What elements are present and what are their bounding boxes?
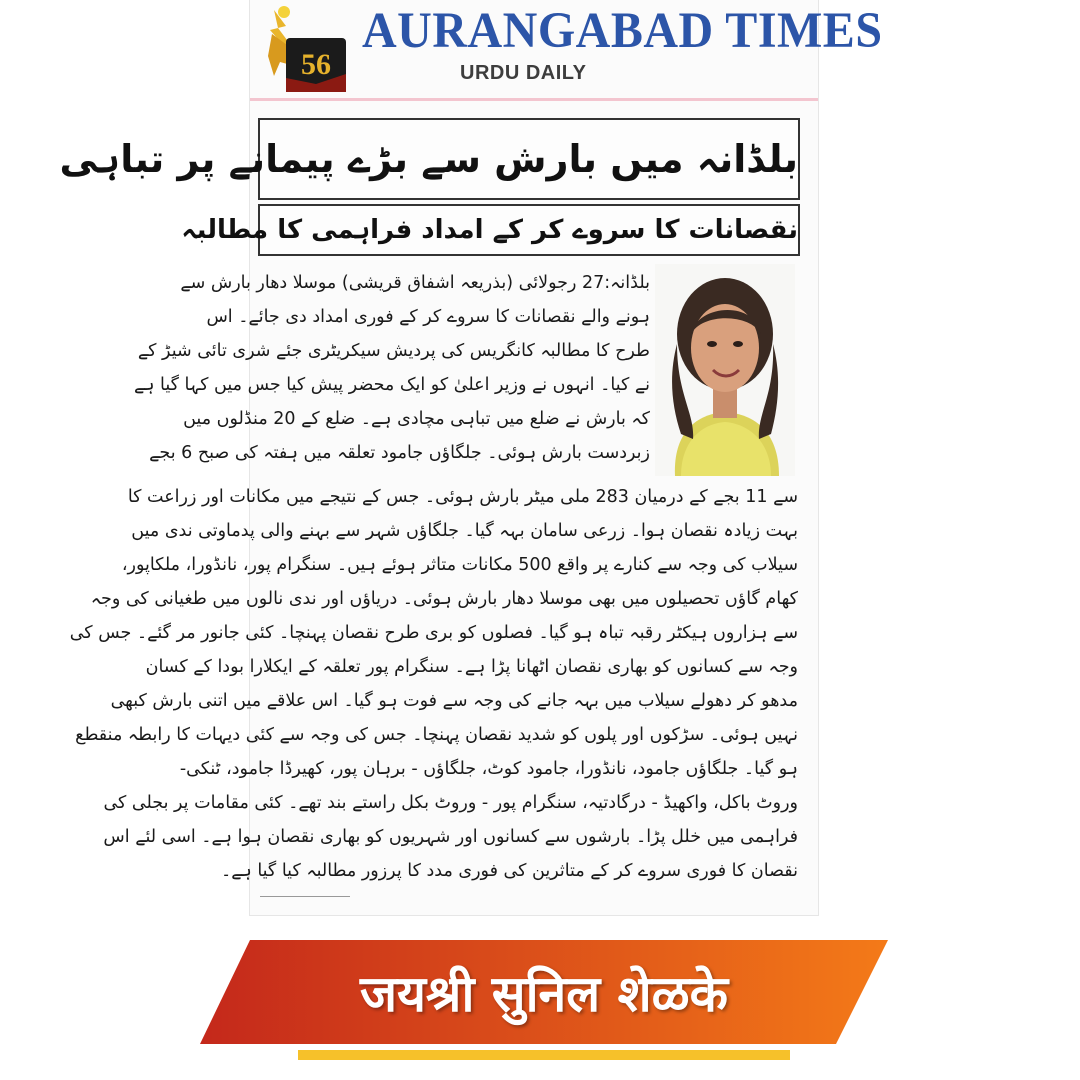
article-line: سے 11 بجے کے درمیان 283 ملی میٹر بارش ہوئی۔ جس کے نتیجے میں مکانات اور زراعت کا	[127, 487, 798, 507]
article-line: سے ہزاروں ہیکٹر رقبہ تباہ ہو گیا۔ فصلوں کو بری طرح نقصان پہنچا۔ کئی جانور مر گئے۔ جس کی	[69, 623, 798, 643]
anniversary-logo-icon	[256, 4, 352, 96]
article-line: ہو گیا۔ جلگاؤں جامود، نانڈورا، جامود کوٹ، جلگاؤں - برہان پور، کھیرڈا جامود، ٹنکی-	[179, 759, 798, 779]
article-line: نے کیا۔ انہوں نے وزیر اعلیٰ کو ایک محضر پیش کیا جس میں کہا گیا ہے	[133, 375, 650, 395]
banner-underline	[298, 1050, 790, 1060]
person-photo	[655, 264, 795, 476]
newspaper-clipping	[59, 0, 883, 915]
newspaper-title: AURANGABAD TIMES	[362, 3, 883, 59]
byline-initials-box	[260, 896, 350, 919]
article-headline: بلڈانہ میں بارش سے بڑے پیمانے پر تباہی	[258, 118, 800, 200]
newspaper-subtitle: URDU DAILY	[460, 62, 587, 84]
article-line: وجہ سے کسانوں کو بھاری نقصان اٹھانا پڑا ہے۔ سنگرام پور تعلقہ کے ایکلارا بودا کے کسان	[145, 657, 798, 677]
article-line: کھام گاؤں تحصیلوں میں بھی موسلا دھار بارش ہوئی۔ دریاؤں اور ندی نالوں میں طغیانی کی وجہ	[90, 589, 798, 609]
person-name-label: जयश्री सुनिल शेळके	[359, 965, 729, 1023]
article-subheadline: نقصانات کا سروے کر کے امداد فراہمی کا مطالبہ	[258, 204, 800, 256]
article-line: بلڈانہ:27 رجولائی (بذریعہ اشفاق قریشی) موسلا دھار بارش سے	[180, 273, 650, 293]
masthead	[250, 0, 883, 100]
masthead-divider	[250, 98, 818, 101]
logo-badge-number: 56	[301, 48, 331, 81]
article-line: زبردست بارش ہوئی۔ جلگاؤں جامود تعلقہ میں ہفتہ کی صبح 6 بجے	[149, 443, 650, 463]
article-line: نقصان کا فوری سروے کر کے متاثرین کی فوری مدد کا پرزور مطالبہ کیا گیا ہے۔	[221, 861, 798, 881]
article-line: بہت زیادہ نقصان ہوا۔ زرعی سامان بہہ گیا۔ جلگاؤں شہر سے بہنے والی پدماوتی ندی میں	[131, 521, 798, 541]
article-line: وروٹ باکل، واکھیڈ - درگادتیہ، سنگرام پور - وروٹ بکل راستے بند تھے۔ کئی مقامات پر بجلی کی	[103, 793, 798, 813]
article-line: طرح کا مطالبہ کانگریس کی پردیش سیکریٹری جئے شری تائی شیڑ کے	[137, 341, 650, 361]
article-line: فراہمی میں خلل پڑا۔ بارشوں سے کسانوں اور شہریوں کو بھاری نقصان ہوا ہے۔ اسی لئے اس	[103, 827, 798, 847]
article-line: سیلاب کی وجہ سے کنارے پر واقع 500 مکانات متاثر ہوئے ہیں۔ سنگرام پور، نانڈورا، ملکاپور،	[121, 555, 798, 575]
article-line: مدھو کر دھولے سیلاب میں بہہ جانے کی وجہ سے فوت ہو گیا۔ اس علاقے میں اتنی بارش کبھی	[110, 691, 798, 711]
article-line: ہونے والے نقصانات کا سروے کر کے فوری امداد دی جائے۔ اس	[206, 307, 650, 327]
article-line: کہ بارش نے ضلع میں تباہی مچادی ہے۔ ضلع کے 20 منڈلوں میں	[183, 409, 650, 429]
article-line: نہیں ہوئی۔ سڑکوں اور پلوں کو شدید نقصان پہنچا۔ جس کی وجہ سے کئی دیہات کا رابطہ منقطع	[75, 725, 798, 745]
